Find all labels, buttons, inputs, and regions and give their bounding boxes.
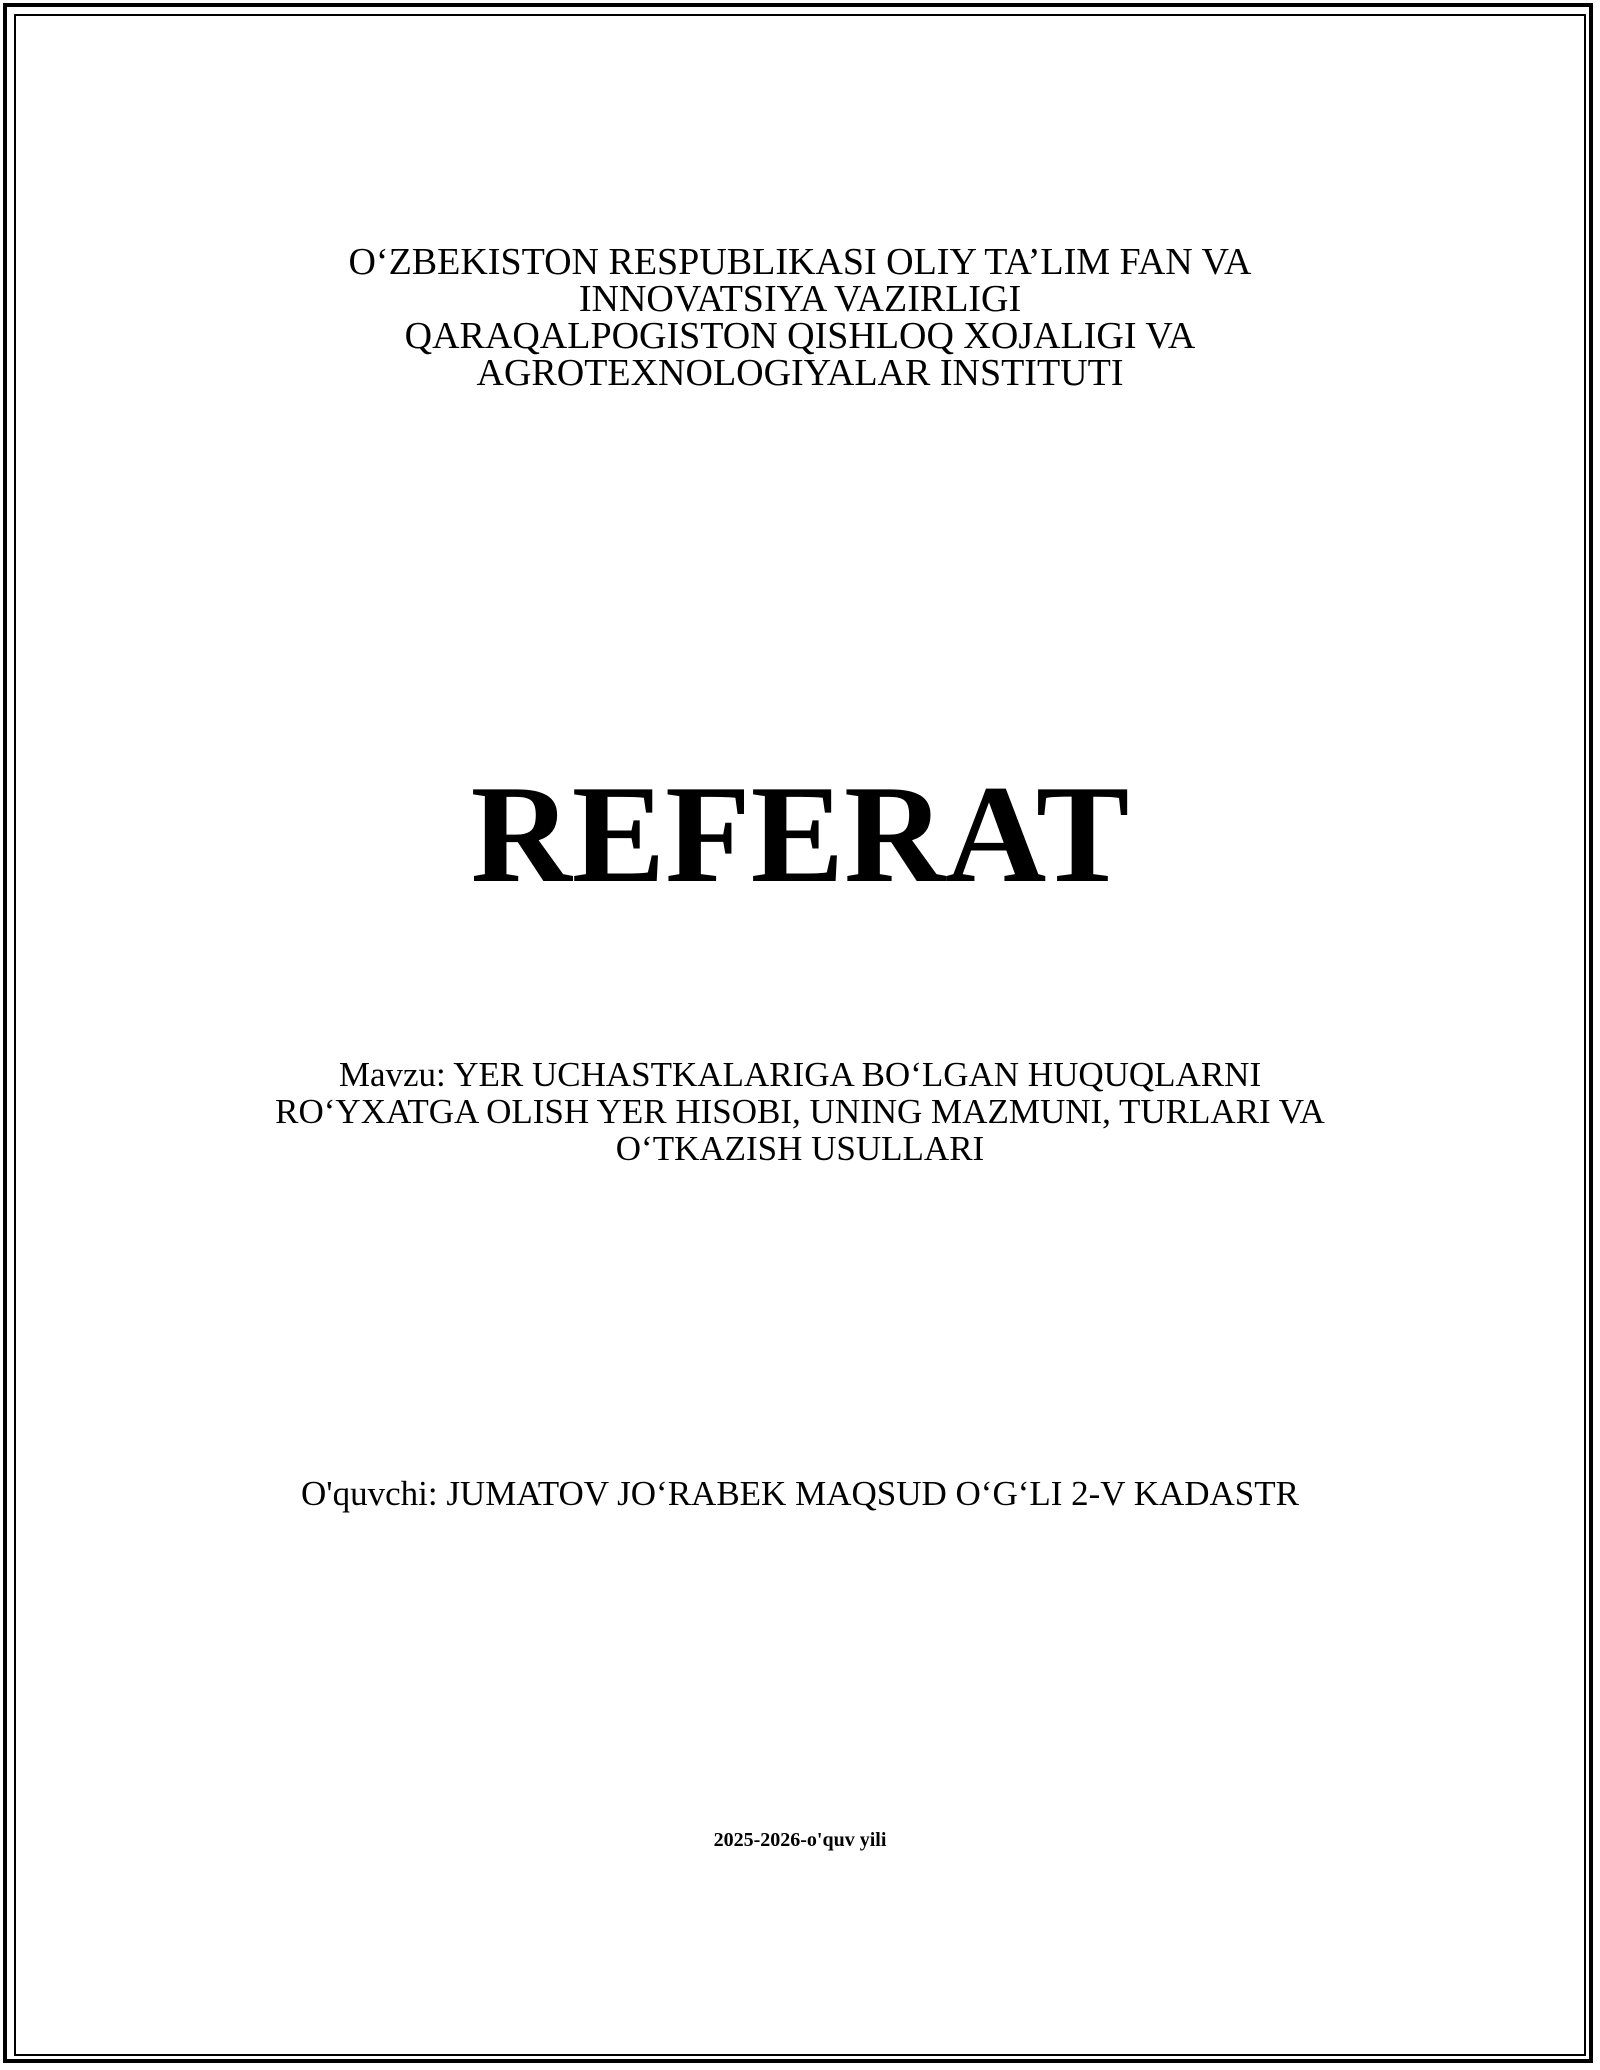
topic-block xyxy=(0,1056,1600,1167)
institution-line-1: O‘ZBEKISTON RESPUBLIKASI OLIY TA’LIM FAN VA xyxy=(348,241,1252,283)
topic-line-2: RO‘YXATGA OLISH YER HISOBI, UNING MAZMUNI, TURLARI VA xyxy=(275,1092,1325,1131)
institution-line-2: INNOVATSIYA VAZIRLIGI xyxy=(578,278,1022,320)
topic-line-3: O‘TKAZISH USULLARI xyxy=(615,1129,985,1168)
academic-year: 2025-2026-o'quv yili xyxy=(713,1829,887,1851)
institution-header xyxy=(0,241,1600,394)
document-title: REFERAT xyxy=(470,757,1130,912)
institution-line-4: AGROTEXNOLOGIYALAR INSTITUTI xyxy=(476,352,1124,394)
institution-line-3: QARAQALPOGISTON QISHLOQ XOJALIGI VA xyxy=(404,315,1196,357)
topic-line-1: Mavzu: YER UCHASTKALARIGA BO‘LGAN HUQUQLARNI xyxy=(338,1055,1262,1094)
student-line: O'quvchi: JUMATOV JO‘RABEK MAQSUD O‘G‘LI 2-V KADASTR xyxy=(301,1474,1299,1513)
